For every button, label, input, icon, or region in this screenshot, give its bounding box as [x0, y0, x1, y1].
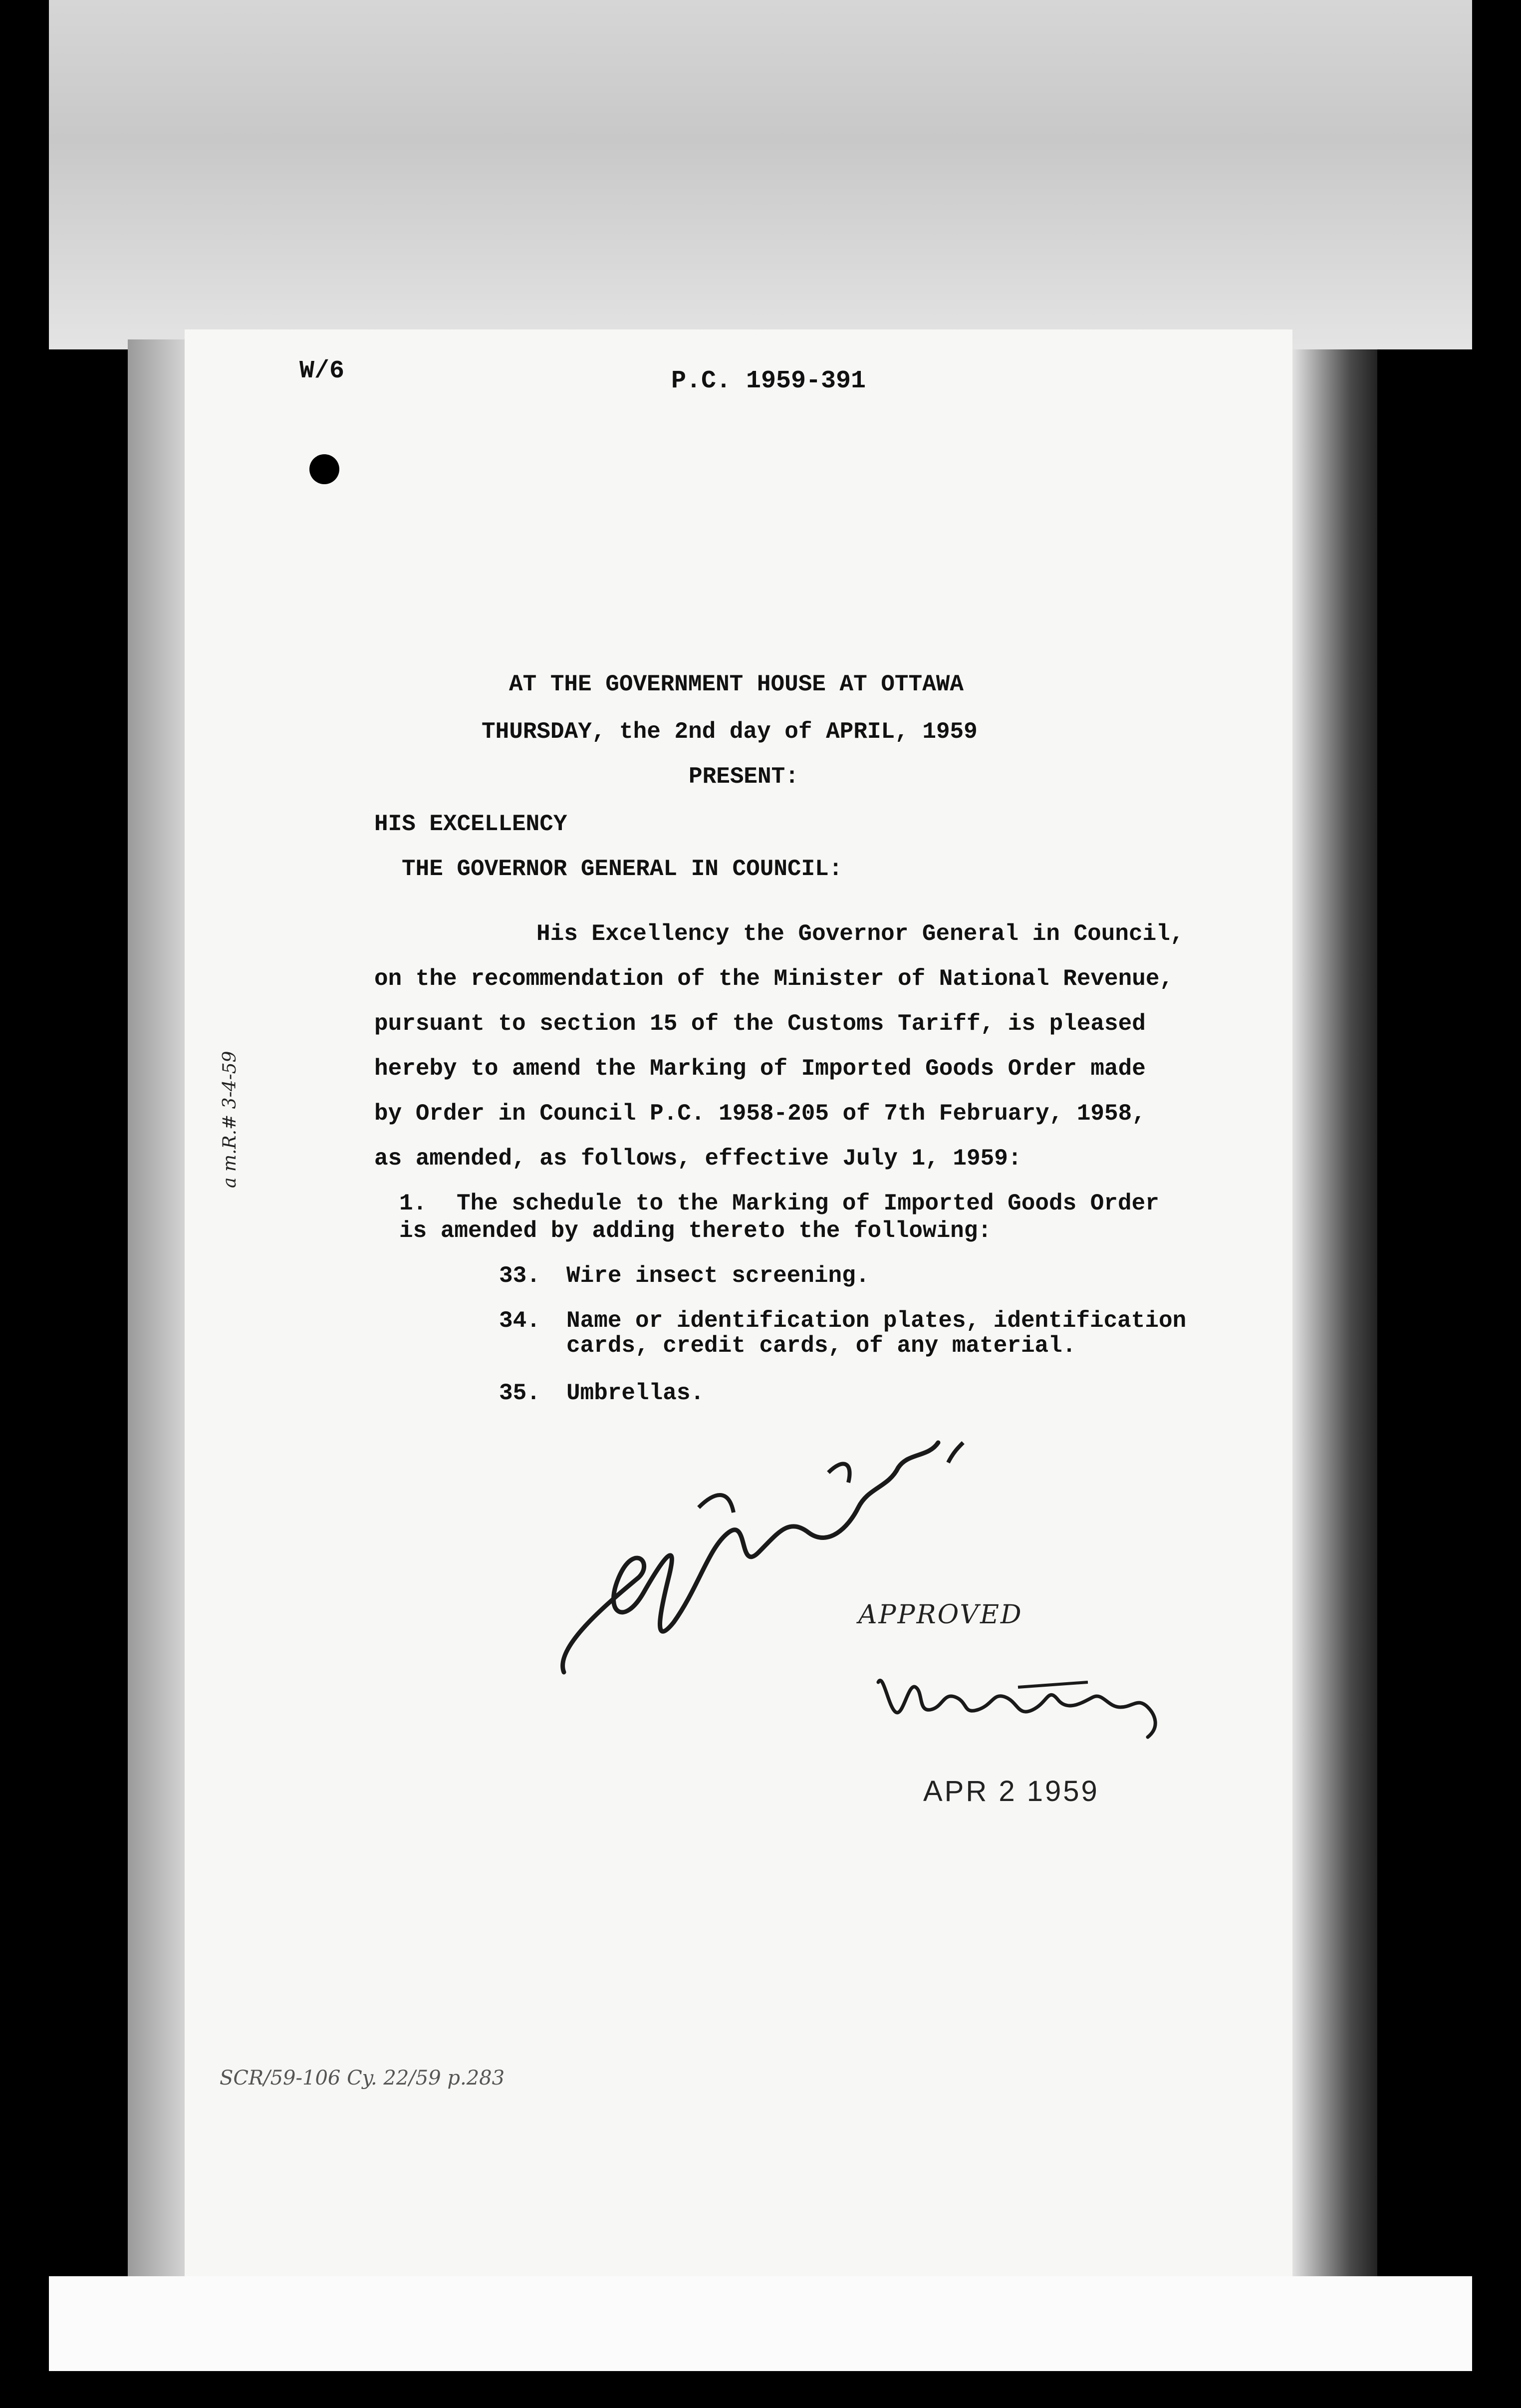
body-line-2: on the recommendation of the Minister of National Revenue,: [374, 966, 1174, 992]
scan-shadow-right: [1287, 349, 1377, 2336]
item-34-text: Name or identification plates, identification: [566, 1308, 1187, 1334]
amendment-line-2: is amended by adding thereto the following:: [399, 1218, 992, 1244]
body-line-3: pursuant to section 15 of the Customs Tariff, is pleased: [374, 1011, 1146, 1037]
date-line: THURSDAY, the 2nd day of APRIL, 1959: [482, 719, 978, 745]
item-34-text-cont: cards, credit cards, of any material.: [566, 1333, 1076, 1359]
item-33-text: Wire insect screening.: [566, 1263, 870, 1289]
governor-general-signature: [868, 1652, 1178, 1752]
approved-label: APPROVED: [858, 1600, 1023, 1630]
body-line-5: by Order in Council P.C. 1958-205 of 7th February, 1958,: [374, 1101, 1146, 1127]
body-line-1: His Excellency the Governor General in Council,: [536, 921, 1184, 947]
council-line: THE GOVERNOR GENERAL IN COUNCIL:: [402, 856, 843, 882]
present-line: PRESENT:: [689, 764, 799, 790]
minister-signature: [549, 1413, 998, 1692]
file-code: W/6: [299, 357, 345, 385]
film-border-bottom: [49, 2276, 1472, 2371]
excellency-line: HIS EXCELLENCY: [374, 811, 567, 837]
amendment-line-1: The schedule to the Marking of Imported Goods Order: [457, 1191, 1159, 1216]
place-line: AT THE GOVERNMENT HOUSE AT OTTAWA: [509, 671, 964, 697]
date-stamp: APR 2 1959: [923, 1775, 1099, 1807]
item-35-text: Umbrellas.: [566, 1380, 705, 1406]
film-border-top: [49, 0, 1472, 349]
order-number: P.C. 1959-391: [671, 367, 866, 395]
item-33-number: 33.: [499, 1263, 540, 1289]
body-line-4: hereby to amend the Marking of Imported Goods Order made: [374, 1056, 1146, 1082]
body-line-6: as amended, as follows, effective July 1, 1959:: [374, 1146, 1022, 1172]
bottom-reference-note: SCR/59-106 Cy. 22/59 p.283: [220, 2067, 505, 2090]
item-34-number: 34.: [499, 1308, 540, 1334]
punch-hole: [309, 454, 339, 484]
item-35-number: 35.: [499, 1380, 540, 1406]
side-margin-note: a m.R.# 3-4-59: [220, 1051, 240, 1188]
amendment-number: 1.: [399, 1191, 427, 1216]
